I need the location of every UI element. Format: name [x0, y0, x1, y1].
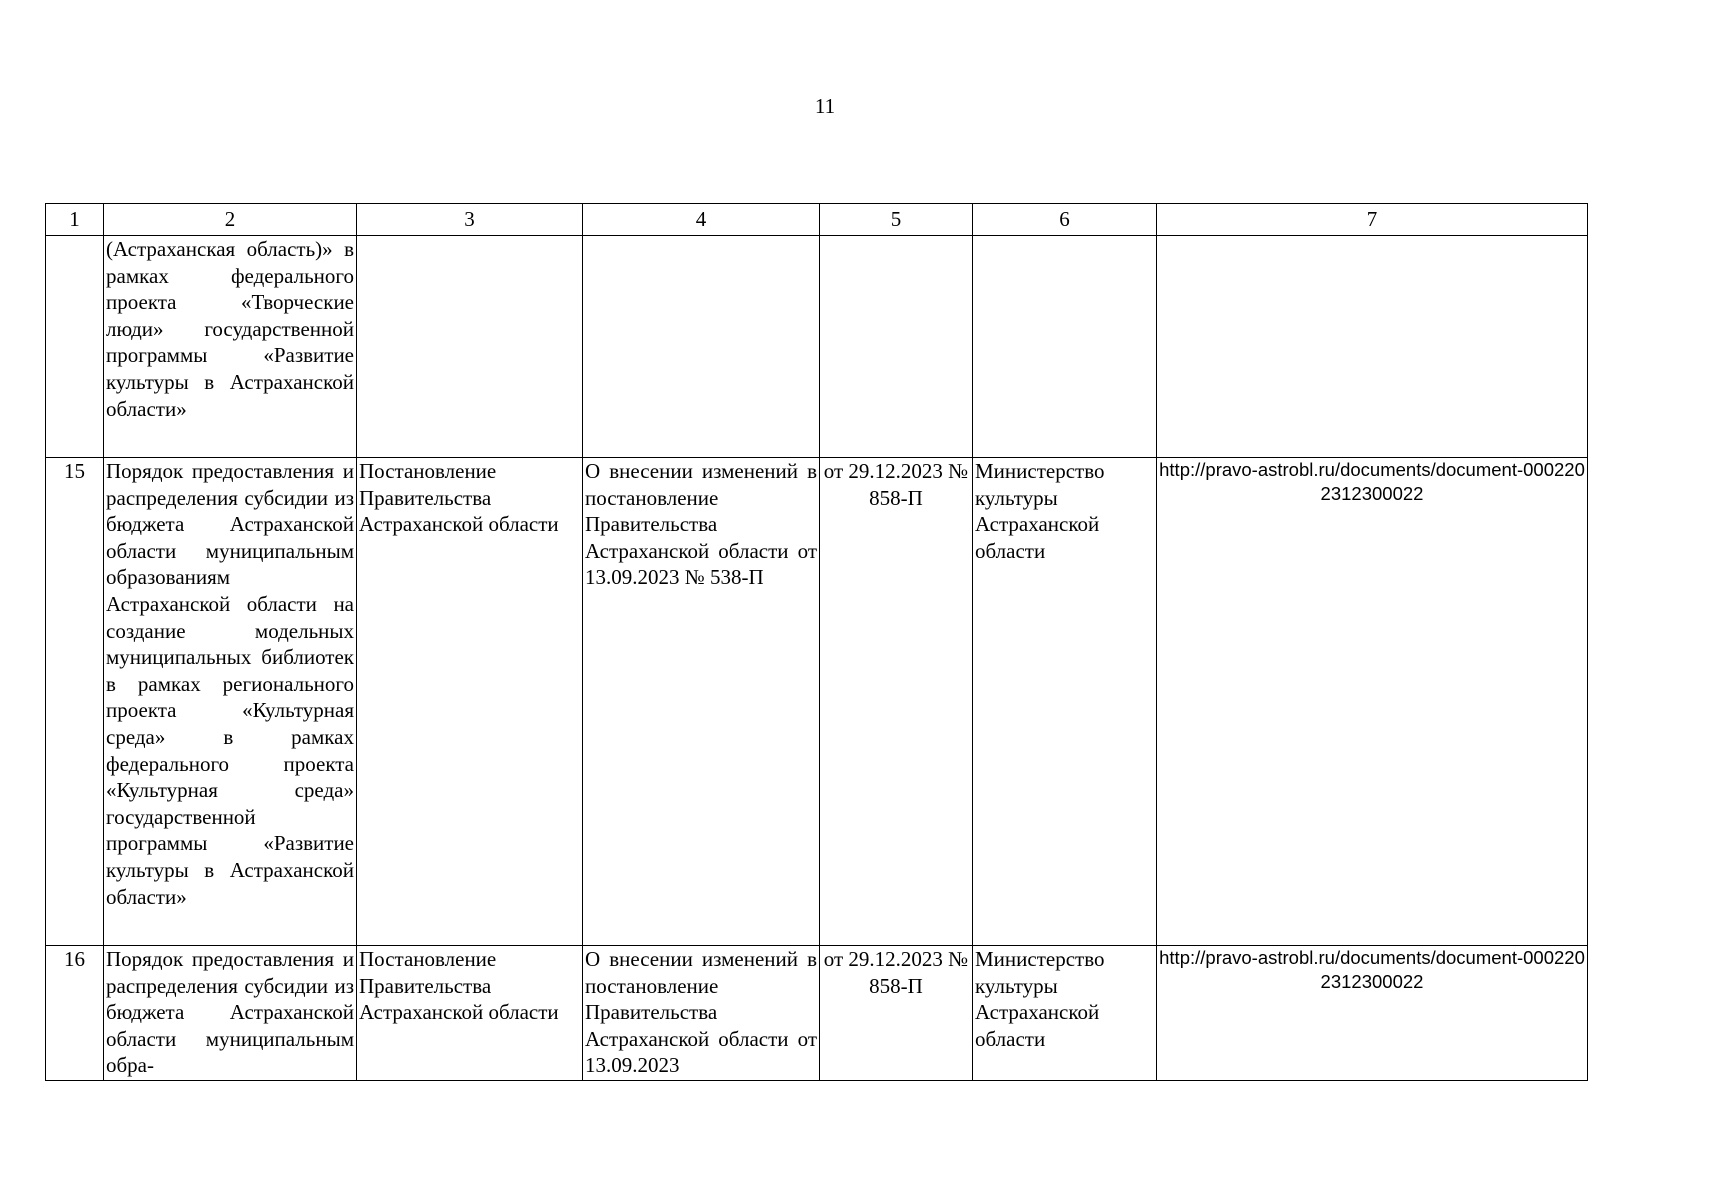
act-date-number: от 29.12.2023 № 858-П — [820, 946, 973, 1081]
page-number: 11 — [814, 94, 836, 118]
header-row — [46, 204, 1588, 236]
row-number: 15 — [46, 458, 104, 946]
header-col-1: 1 — [46, 204, 104, 236]
header-col-7: 7 — [1157, 204, 1588, 236]
act-date-number: от 29.12.2023 № 858-П — [820, 458, 973, 946]
act-date-number — [820, 236, 973, 458]
act-url-link[interactable]: http://pravo-astrobl.ru/documents/document-0002202312300022 — [1159, 947, 1585, 992]
table-row — [46, 458, 1588, 946]
header-col-4: 4 — [583, 204, 820, 236]
act-organ: Министерство культуры Астраханской области — [973, 458, 1157, 946]
act-title: (Астраханская область)» в рамках федерального проекта «Творческие люди» государственной программы «Развитие культуры в Астраханской области» — [104, 236, 357, 458]
act-url[interactable] — [1157, 458, 1588, 946]
table-row — [46, 946, 1588, 1081]
row-number: 16 — [46, 946, 104, 1081]
act-organ: Министерство культуры Астраханской области — [973, 946, 1157, 1081]
act-name — [583, 236, 820, 458]
act-type: Постановление Правительства Астраханской области — [357, 946, 583, 1081]
header-col-6: 6 — [973, 204, 1157, 236]
act-name: О внесении изменений в постановление Правительства Астраханской области от 13.09.2023 № 538-П — [583, 458, 820, 946]
table-row — [46, 236, 1588, 458]
act-title: Порядок предоставления и распределения субсидии из бюджета Астраханской области муниципальным обра- — [104, 946, 357, 1081]
row-number — [46, 236, 104, 458]
act-name: О внесении изменений в постановление Правительства Астраханской области от 13.09.2023 — [583, 946, 820, 1081]
header-col-2: 2 — [104, 204, 357, 236]
act-organ — [973, 236, 1157, 458]
header-col-5: 5 — [820, 204, 973, 236]
act-title: Порядок предоставления и распределения субсидии из бюджета Астраханской области муниципальным образованиям Астраханской области на создание модельных муниципальных библиотек в рамках регионального проекта «Культурная среда» в рамках федерального проекта «Культурная среда» государственной программы «Развитие культуры в Астраханской области» — [104, 458, 357, 946]
act-url-link[interactable]: http://pravo-astrobl.ru/documents/document-0002202312300022 — [1159, 459, 1585, 504]
act-url[interactable] — [1157, 946, 1588, 1081]
act-type — [357, 236, 583, 458]
legal-acts-table — [45, 203, 1588, 1081]
header-col-3: 3 — [357, 204, 583, 236]
act-url — [1157, 236, 1588, 458]
act-type: Постановление Правительства Астраханской области — [357, 458, 583, 946]
